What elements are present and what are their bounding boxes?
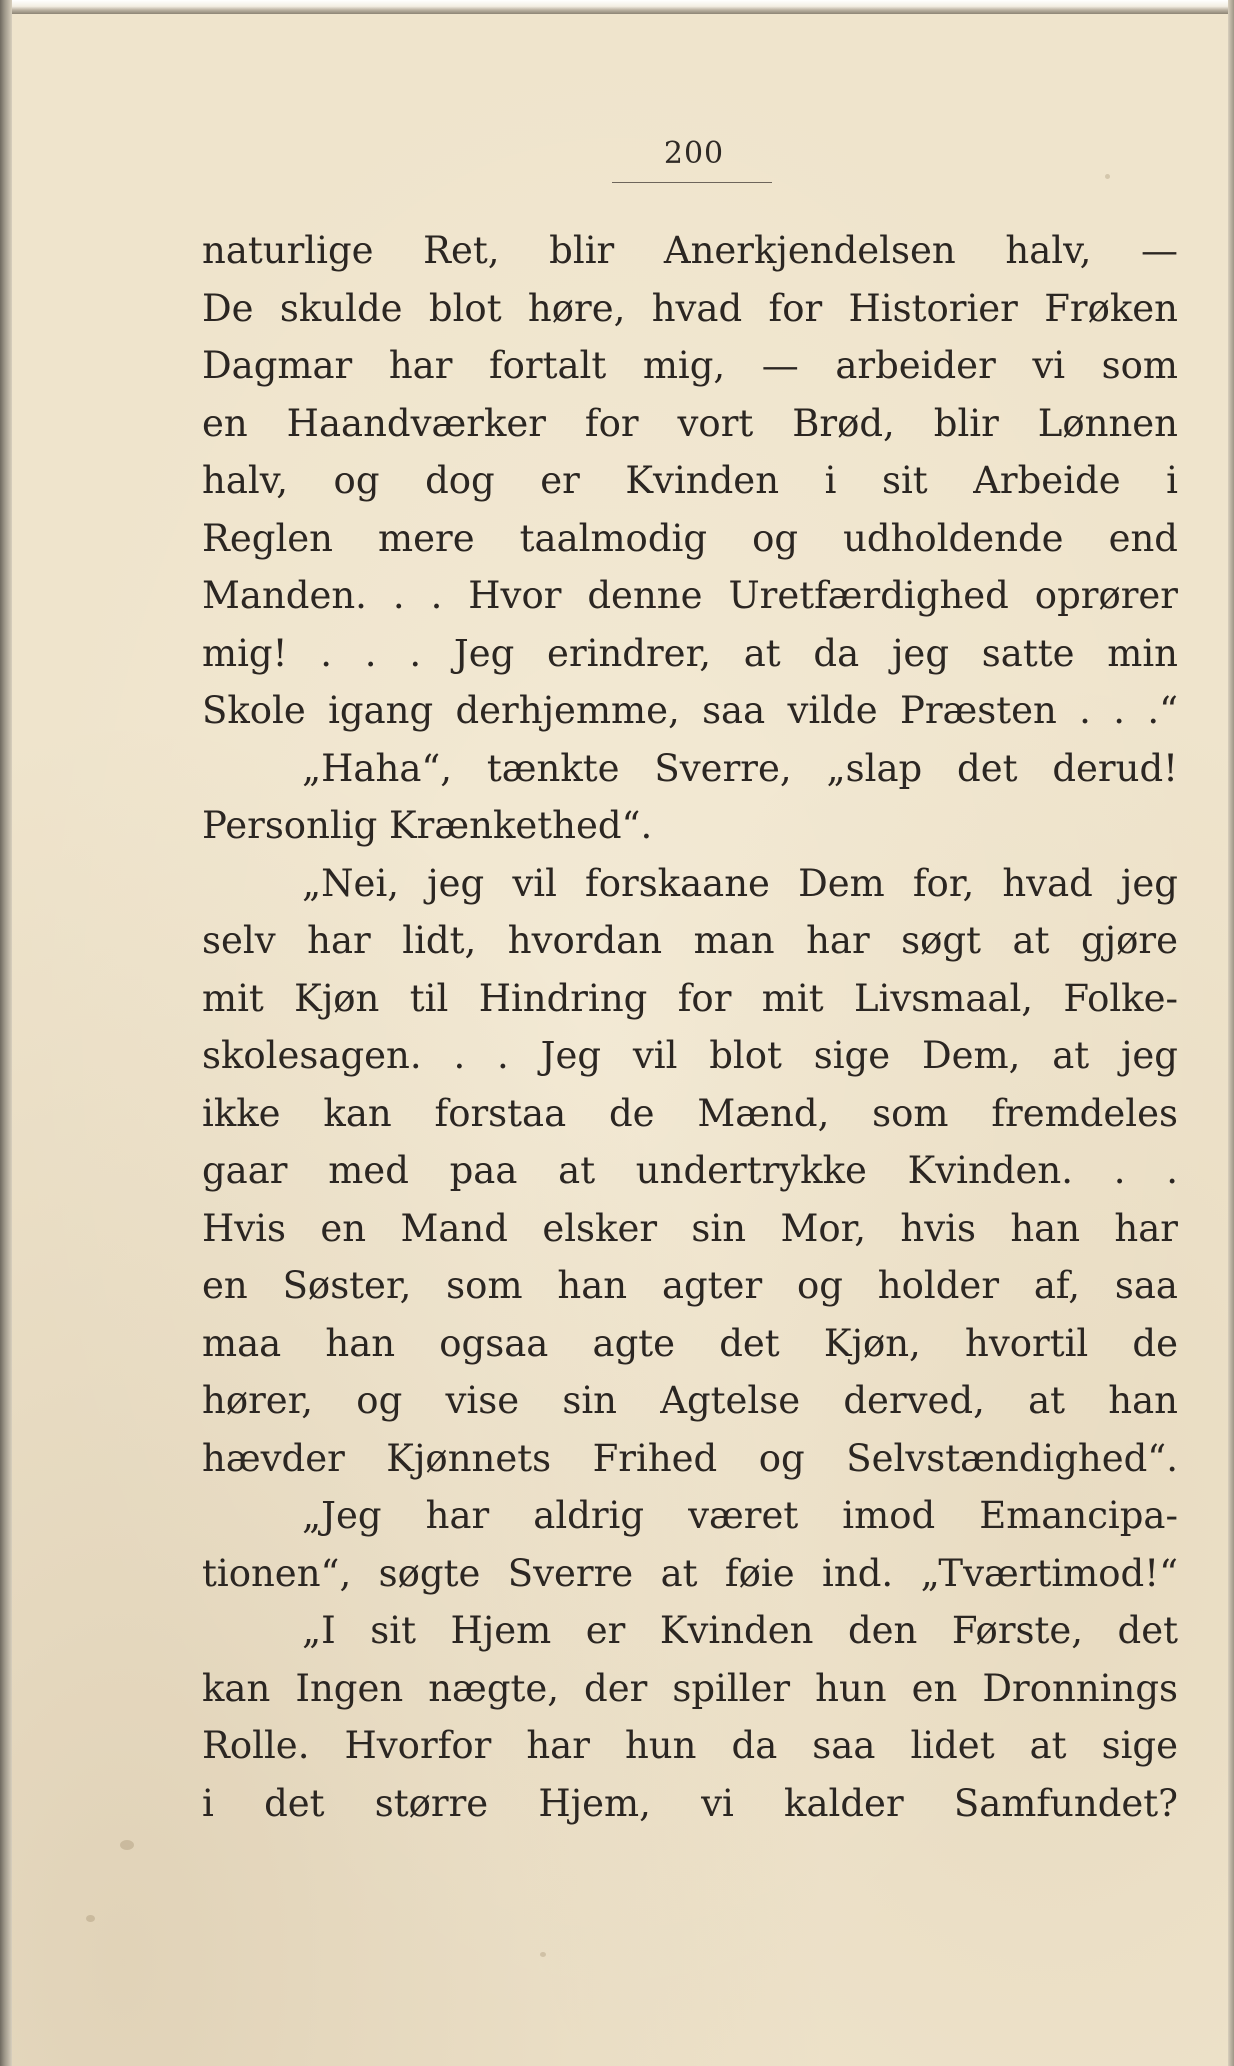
text-line: ikke kan forstaa de Mænd, som fremdeles xyxy=(202,1091,1178,1135)
text-line: „Jeg har aldrig været imod Emancipa- xyxy=(302,1494,1178,1537)
text-line: skolesagen. . . Jeg vil blot sige Dem, at jeg xyxy=(202,1034,1178,1077)
text-line: i det større Hjem, vi kalder Samfundet? xyxy=(202,1781,1178,1825)
text-line: maa han ogsaa agte det Kjøn, hvortil de xyxy=(202,1321,1178,1365)
text-line: Reglen mere taalmodig og udholdende end xyxy=(202,516,1178,560)
text-line: „Haha“, tænkte Sverre, „slap det derud! xyxy=(302,746,1178,790)
page-number-rule xyxy=(612,182,772,183)
text-line: Hvis en Mand elsker sin Mor, hvis han har xyxy=(202,1206,1178,1250)
foxing-spot xyxy=(86,1915,95,1922)
text-line: tionen“, søgte Sverre at føie ind. „Tværtimod!“ xyxy=(202,1551,1178,1595)
text-line: en Søster, som han agter og holder af, saa xyxy=(202,1264,1178,1307)
body-text xyxy=(202,222,1178,1832)
text-line: halv, og dog er Kvinden i sit Arbeide i xyxy=(202,459,1178,502)
text-line: gaar med paa at undertrykke Kvinden. . . xyxy=(202,1149,1178,1192)
text-line: hævder Kjønnets Frihed og Selvstændighed“. xyxy=(202,1436,1178,1480)
text-line: mit Kjøn til Hindring for mit Livsmaal, Folke- xyxy=(202,976,1178,1020)
right-edge xyxy=(1228,0,1234,2066)
text-line: Dagmar har fortalt mig, — arbeider vi som xyxy=(202,344,1178,387)
top-edge xyxy=(0,0,1234,14)
text-line: Skole igang derhjemme, saa vilde Præsten . . .“ xyxy=(202,689,1178,732)
left-edge xyxy=(0,0,12,2066)
text-line: Personlig Krænkethed“. xyxy=(202,804,653,847)
foxing-spot xyxy=(1105,174,1110,179)
text-line: „Nei, jeg vil forskaane Dem for, hvad jeg xyxy=(302,861,1178,905)
text-line: De skulde blot høre, hvad for Historier Frøken xyxy=(202,286,1178,330)
foxing-spot xyxy=(120,1840,134,1850)
text-line: Manden. . . Hvor denne Uretfærdighed oprører xyxy=(202,574,1178,617)
text-line: en Haandværker for vort Brød, blir Lønnen xyxy=(202,401,1178,445)
text-line: kan Ingen nægte, der spiller hun en Dronnings xyxy=(202,1666,1178,1710)
text-line: Rolle. Hvorfor har hun da saa lidet at sige xyxy=(202,1724,1178,1767)
foxing-spot xyxy=(540,1952,546,1957)
text-line: naturlige Ret, blir Anerkjendelsen halv, — xyxy=(202,229,1178,272)
text-line: mig! . . . Jeg erindrer, at da jeg satte min xyxy=(202,631,1178,675)
text-line: hører, og vise sin Agtelse derved, at han xyxy=(202,1379,1178,1422)
page-number: 200 xyxy=(663,136,725,171)
text-line: „I sit Hjem er Kvinden den Første, det xyxy=(302,1609,1178,1652)
text-line: selv har lidt, hvordan man har søgt at gjøre xyxy=(202,919,1178,962)
